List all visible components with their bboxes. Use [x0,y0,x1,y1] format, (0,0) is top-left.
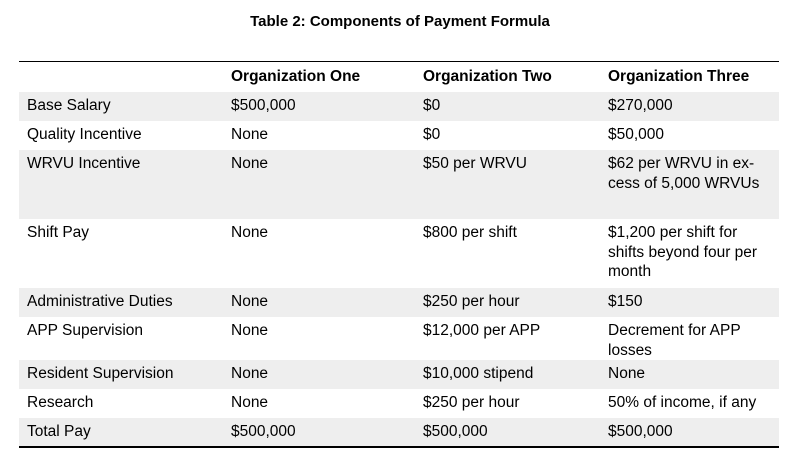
table-row [19,288,779,317]
cell-org3: $270,000 [604,92,779,121]
cell-org1: None [231,224,269,241]
table-row [19,121,779,150]
cell-org2: $10,000 stipend [419,360,604,389]
cell-org1: None [231,322,269,339]
cell-org1: None [231,394,269,411]
cell-org1: None [227,288,419,317]
cell-org2: $0 [423,126,441,143]
table-row [19,360,779,389]
cell-org2: $250 per hour [423,394,520,411]
row-label: Quality Incentive [27,126,142,143]
cell-org1: None [227,360,419,389]
row-label: WRVU Incentive [19,150,227,219]
cell-org3: $1,200 per shift for shifts beyond four per month [608,224,758,280]
row-label: Research [27,394,94,411]
column-header-organization-three: Organization Three [608,68,750,85]
column-header-organization-two: Organization Two [423,68,552,85]
cell-org1: None [227,150,419,219]
table-row [19,92,779,121]
table-row [19,219,779,288]
cell-org3: Decrement for APP losses [608,322,741,359]
payment-formula-table [19,61,779,448]
row-label: Total Pay [19,418,227,447]
cell-org2: $500,000 [419,418,604,447]
table-row [19,150,779,219]
cell-org1: None [231,126,269,143]
row-label: APP Supervision [27,322,144,339]
cell-org1: $500,000 [227,418,419,447]
cell-org3: $50,000 [608,126,665,143]
cell-org2: $50 per WRVU [419,150,604,219]
table-row [19,317,779,360]
cell-org3: $500,000 [604,418,779,447]
cell-org3: 50% of income, if any [608,394,757,411]
row-label: Base Salary [19,92,227,121]
table-row [19,418,779,447]
row-label: Shift Pay [27,224,90,241]
row-label: Resident Supervision [19,360,227,389]
cell-org2: $0 [419,92,604,121]
cell-org1: $500,000 [227,92,419,121]
cell-org2: $12,000 per APP [423,322,541,339]
column-header-blank [19,62,227,93]
column-header-organization-one: Organization One [231,68,361,85]
row-label: Administrative Duties [19,288,227,317]
table-title: Table 2: Components of Payment Formula [250,13,550,30]
table-header-row [19,62,779,93]
cell-org3: $62 per WRVU in ex-cess of 5,000 WRVUs [604,150,779,219]
cell-org3: $150 [604,288,779,317]
table-row [19,389,779,418]
cell-org3: None [604,360,779,389]
cell-org2: $800 per shift [423,224,517,241]
cell-org2: $250 per hour [419,288,604,317]
